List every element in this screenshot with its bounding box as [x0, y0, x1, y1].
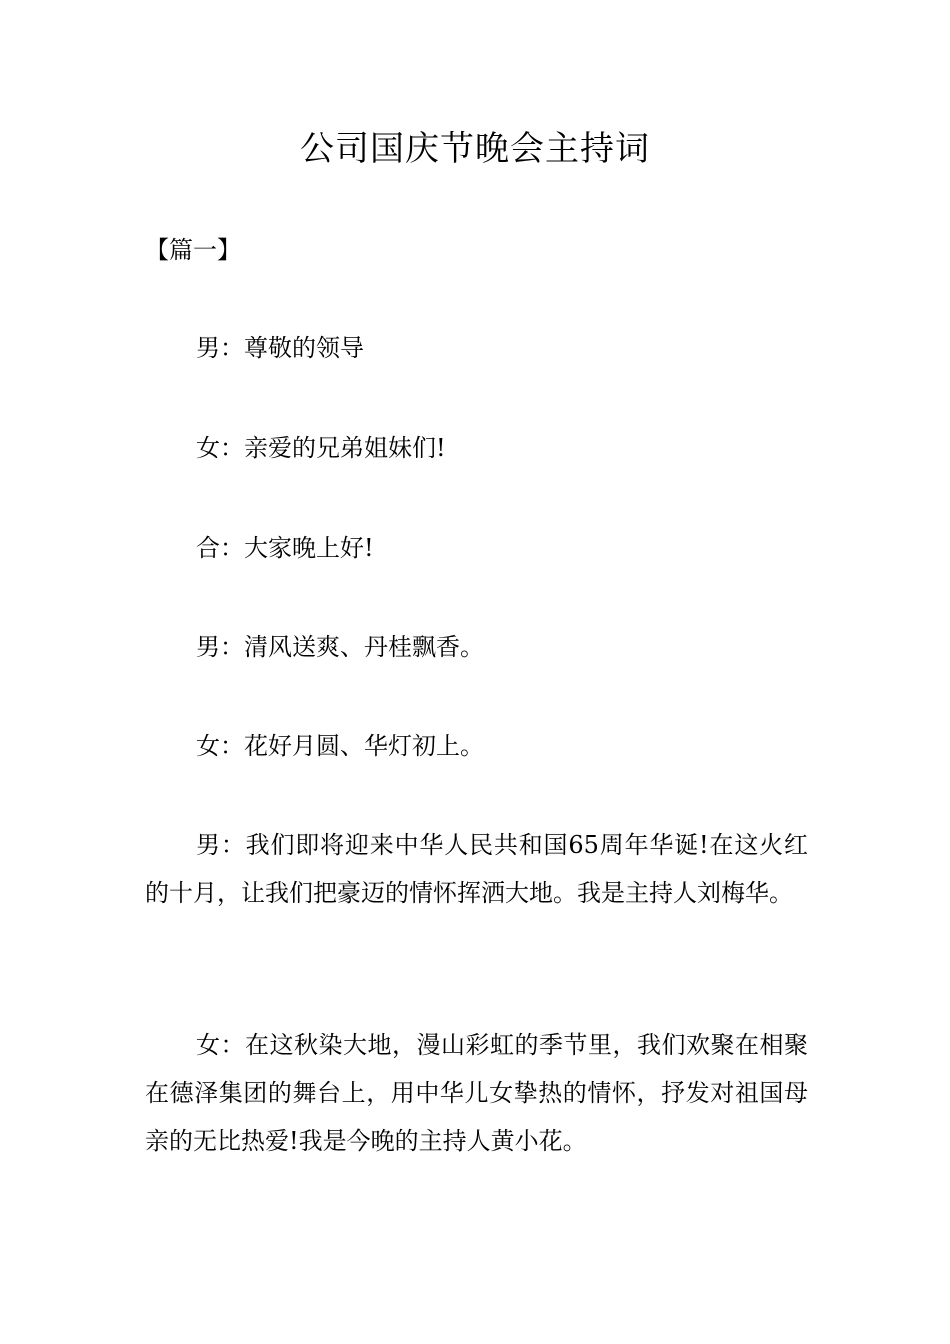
- paragraph: 女：在这秋染大地，漫山彩虹的季节里，我们欢聚在相聚在德泽集团的舞台上，用中华儿女挚热的情怀，抒发对祖国母亲的无比热爱!我是今晚的主持人黄小花。: [145, 1031, 808, 1155]
- section-heading: 【篇一】: [145, 236, 241, 264]
- paragraph: 男：我们即将迎来中华人民共和国65周年华诞!在这火红的十月，让我们把豪迈的情怀挥洒大地。我是主持人刘梅华。: [145, 831, 808, 907]
- paragraph: 男：清风送爽、丹桂飘香。: [196, 633, 484, 661]
- paragraph: 女：亲爱的兄弟姐妹们!: [196, 434, 446, 462]
- paragraph: 男：尊敬的领导: [196, 334, 364, 362]
- paragraph: 合：大家晚上好!: [196, 534, 374, 562]
- document-title: 公司国庆节晚会主持词: [300, 129, 650, 169]
- paragraph: 女：花好月圆、华灯初上。: [196, 732, 484, 760]
